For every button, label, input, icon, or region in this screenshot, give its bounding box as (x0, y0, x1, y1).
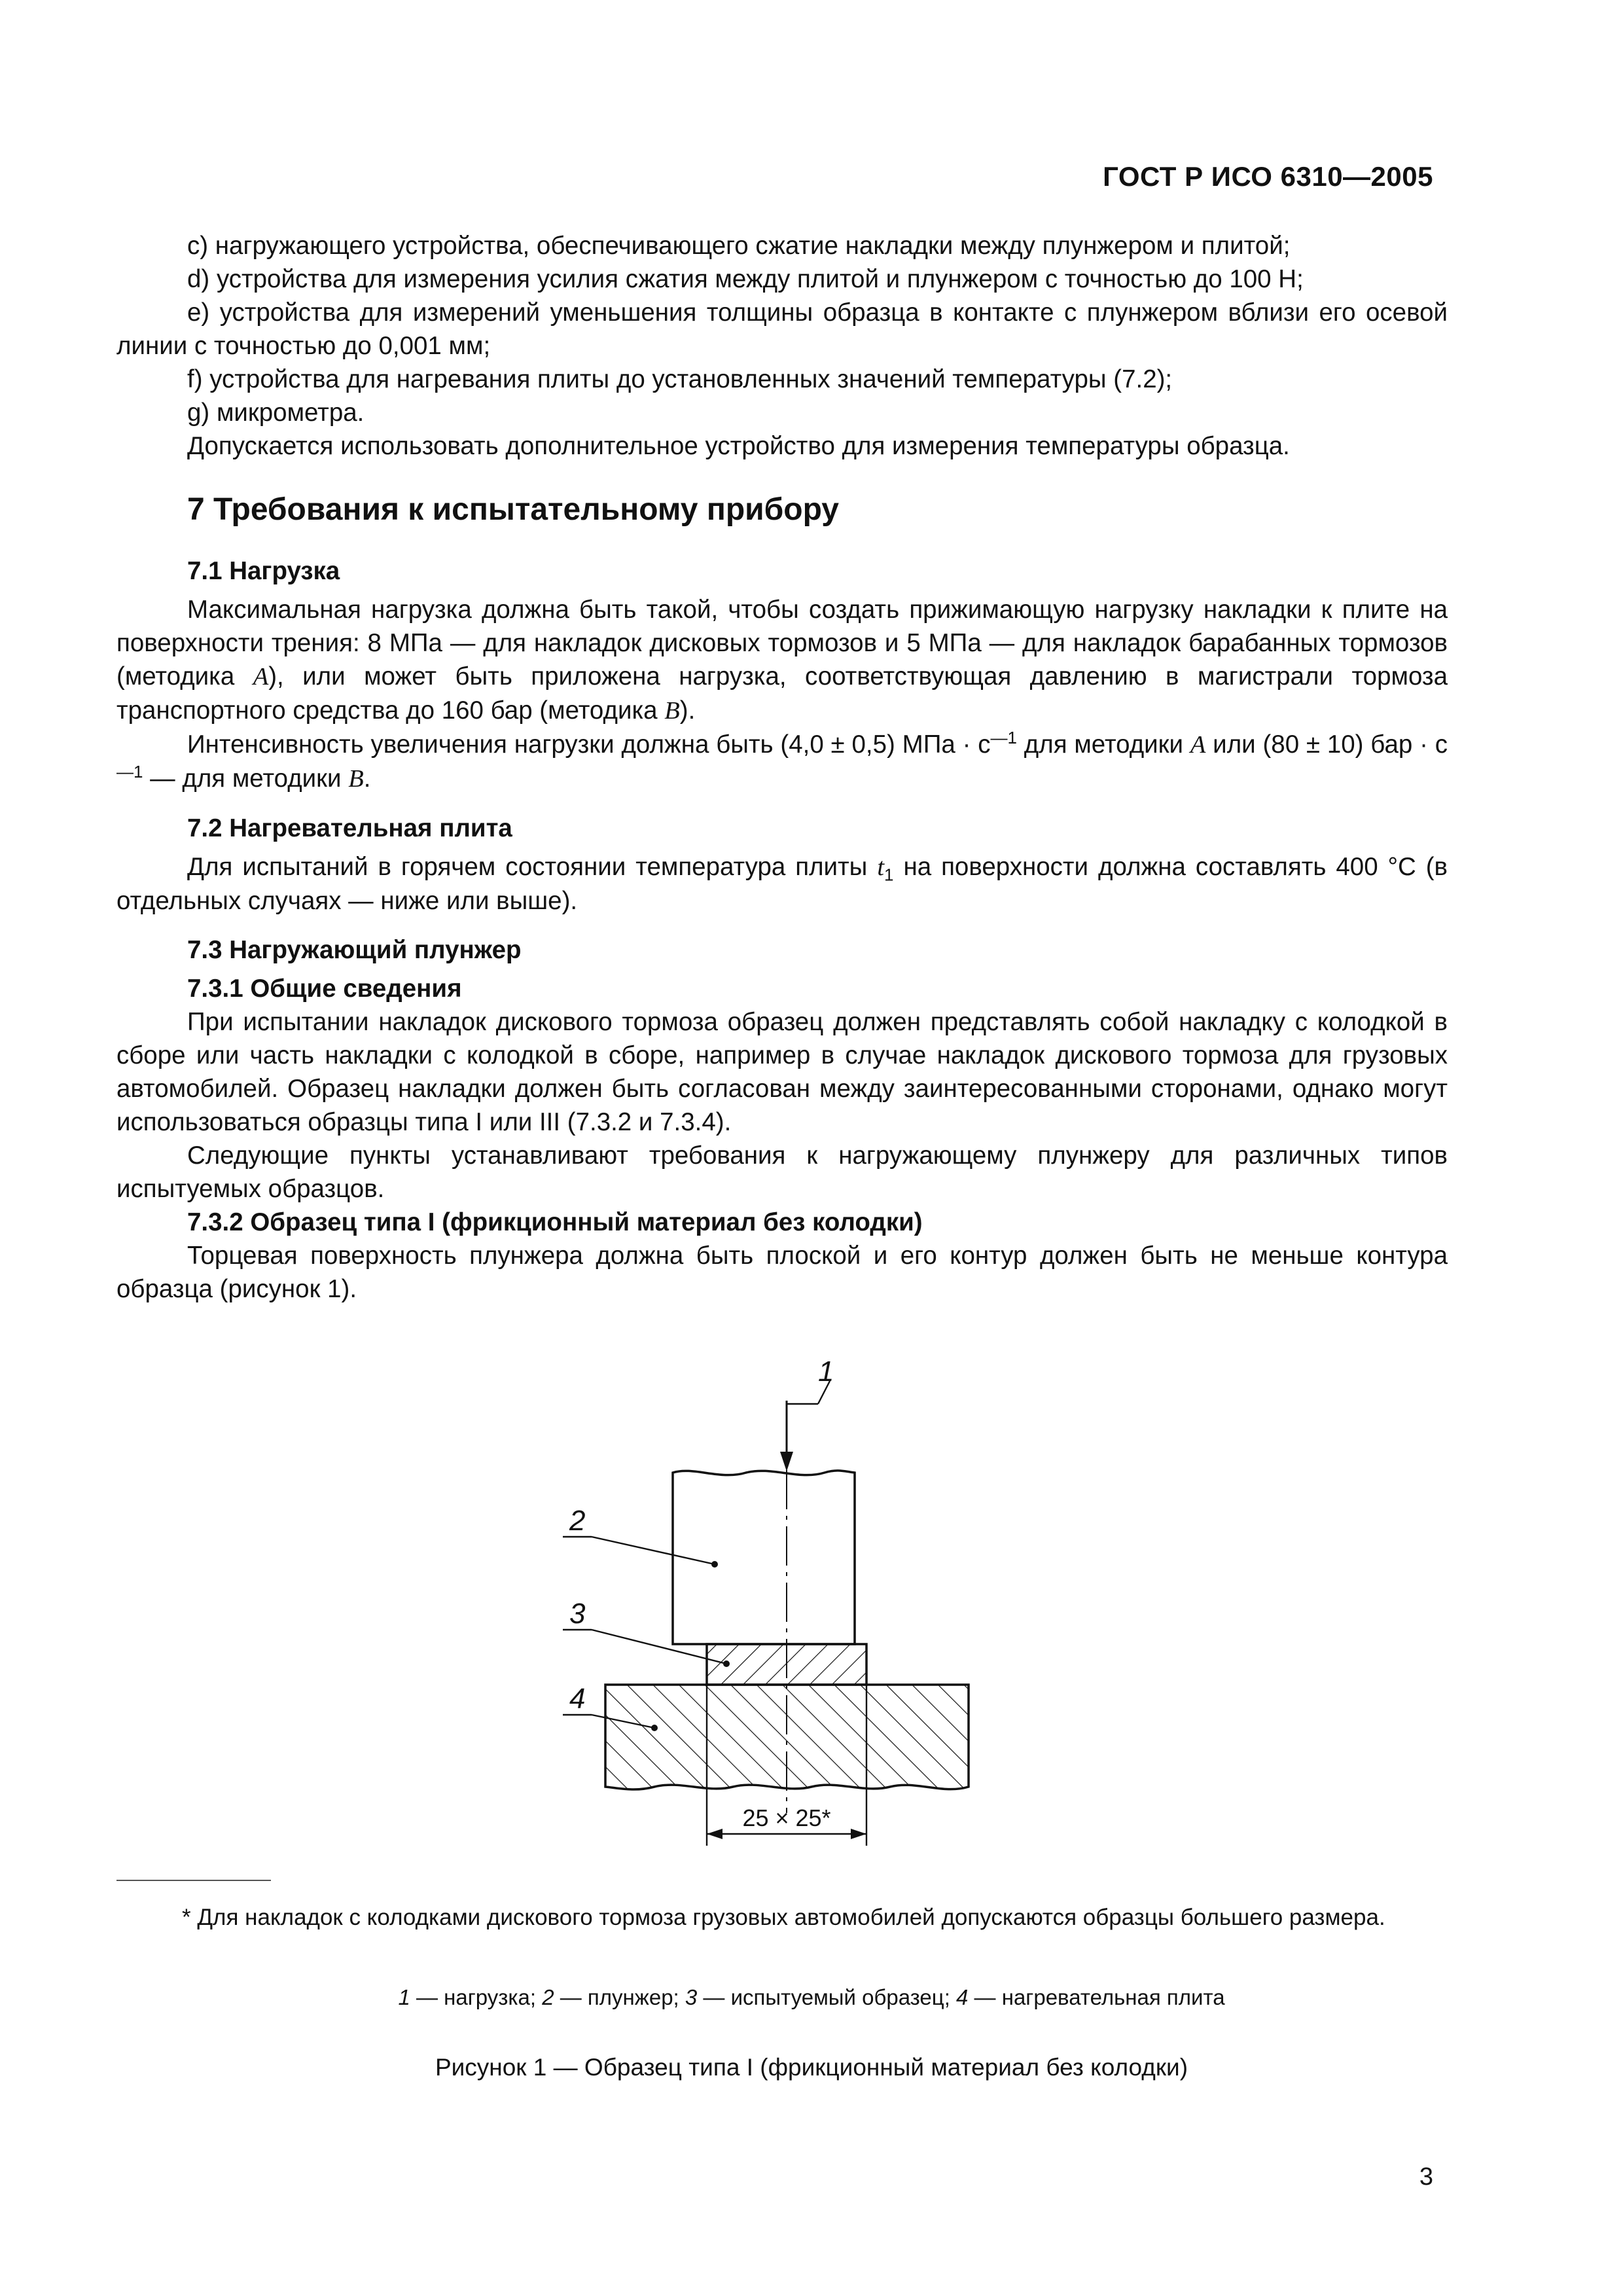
list-item (116, 229, 1448, 262)
list-marker: d) (187, 265, 210, 293)
text-run: на поверхности должна составлять 400 °С (в отдельных случаях — ниже или выше). (116, 853, 1448, 915)
list-text: устройства для измерения усилия сжатия между плитой и плунжером с точностью до 100 Н; (216, 265, 1304, 293)
list-text: устройства для нагревания плиты до установленных значений температуры (7.2); (209, 365, 1173, 393)
paragraph-note: Допускается использовать дополнительное устройство для измерения температуры образца. (187, 432, 1290, 460)
plunger (673, 1471, 855, 1644)
figure-caption: Рисунок 1 — Образец типа I (фрикционный материал без колодки) (435, 2054, 1188, 2081)
list-text: нагружающего устройства, обеспечивающего сжатие накладки между плунжером и плитой; (215, 232, 1291, 260)
dimension-arrow-right (851, 1829, 866, 1839)
section-7-3-2-heading: 7.3.2 Образец типа I (фрикционный материал без колодки) (187, 1208, 923, 1236)
list-item (116, 296, 1448, 363)
text-run: ). (679, 696, 696, 725)
figure-label-1: 1 (818, 1361, 834, 1388)
list-item (116, 262, 1448, 296)
footnote: * Для накладок с колодками дискового тормоза грузовых автомобилей допускаются образцы большего размера. (182, 1905, 1385, 1930)
text-run: . (363, 764, 371, 793)
method-b-symbol: B (348, 765, 364, 793)
list-marker: g) (187, 399, 210, 427)
legend-text: — нагрузка; (410, 1985, 543, 2009)
figure-label-4: 4 (569, 1683, 586, 1715)
paragraph-7-3-1-b: Следующие пункты устанавливают требования к нагружающему плунжеру для различных типов испытуемых образцов. (116, 1141, 1448, 1203)
text-run: ), или может быть приложена нагрузка, соответствующая давлению в магистрали тормоза транспортного средства до 160 бар (методика (116, 662, 1448, 725)
temperature-symbol: t (877, 853, 885, 881)
text-run: или (80 ± 10) бар · с (1205, 730, 1448, 759)
legend-num: 3 (685, 1985, 698, 2009)
paragraph-7-1-load (116, 593, 1448, 728)
list-text: микрометра. (216, 399, 365, 427)
list-text: устройства для измерений уменьшения толщины образца в контакте с плунжером вблизи его осевой линии с точностью до 0,001 мм; (116, 298, 1448, 360)
figure-1-drawing (510, 1361, 1060, 1872)
section-7-2-heading: 7.2 Нагревательная плита (187, 814, 512, 842)
document-header: ГОСТ Р ИСО 6310—2005 (1103, 161, 1433, 192)
figure-1 (510, 1361, 1060, 1872)
list-marker: е) (187, 298, 210, 327)
legend-num: 1 (398, 1985, 410, 2009)
paragraph-7-3-1-a: При испытании накладок дискового тормоза образец должен представлять собой накладку с колодкой в сборе или часть накладки с колодкой в сборе, например в случае накладок дискового тормоза для грузовых автомобилей. Образец накладки должен быть согласован между заинтересованными сторонами, однако могут использоваться образцы типа I или III (7.3.2 и 7.3.4). (116, 1008, 1448, 1136)
footnote-separator (116, 1880, 271, 1881)
list-marker: c) (187, 232, 209, 260)
subscript: 1 (884, 865, 894, 885)
method-a-symbol: A (253, 663, 269, 691)
legend-text: — плунжер; (554, 1985, 685, 2009)
dimension-arrow-left (707, 1829, 722, 1839)
text-run: Для испытаний в горячем состоянии температура плиты (187, 853, 878, 881)
section-7-1-heading: 7.1 Нагрузка (187, 557, 340, 585)
legend-text: — испытуемый образец; (697, 1985, 957, 2009)
paragraph-7-3-2: Торцевая поверхность плунжера должна быть плоской и его контур должен быть не меньше контура образца (рисунок 1). (116, 1242, 1448, 1303)
text-run: Интенсивность увеличения нагрузки должна быть (4,0 ± 0,5) МПа · с (187, 730, 991, 759)
paragraph-7-1-rate (116, 728, 1448, 796)
page-number: 3 (1419, 2163, 1433, 2191)
legend-text: — нагревательная плита (968, 1985, 1225, 2009)
figure-label-3: 3 (569, 1598, 586, 1630)
main-content (116, 229, 1448, 1306)
paragraph-7-2 (116, 850, 1448, 918)
list-item (116, 396, 1448, 429)
figure-label-2: 2 (569, 1505, 586, 1537)
section-7-3-1-heading: 7.3.1 Общие сведения (187, 975, 462, 1003)
list-marker: f) (187, 365, 203, 393)
list-item (116, 363, 1448, 396)
text-run: Максимальная нагрузка должна быть такой, чтобы создать прижимающую нагрузку накладки к плите на поверхности трения: 8 МПа — для накладок дисковых тормозов и 5 МПа — для накладок барабанных тормозов (методика (116, 596, 1448, 691)
figure-legend (0, 1983, 1623, 2012)
legend-num: 4 (956, 1985, 969, 2009)
section-7-heading: 7 Требования к испытательному прибору (187, 492, 839, 527)
load-arrow-head (780, 1452, 793, 1471)
legend-num: 2 (542, 1985, 554, 2009)
section-7-3-heading: 7.3 Нагружающий плунжер (187, 936, 522, 964)
exponent: —1 (116, 762, 143, 782)
method-b-symbol: B (664, 697, 680, 725)
text-run: — для методики (143, 764, 349, 793)
method-a-symbol: A (1190, 731, 1206, 759)
dimension-label: 25 × 25* (742, 1804, 831, 1831)
text-run: для методики (1016, 730, 1190, 759)
exponent: —1 (990, 728, 1017, 748)
